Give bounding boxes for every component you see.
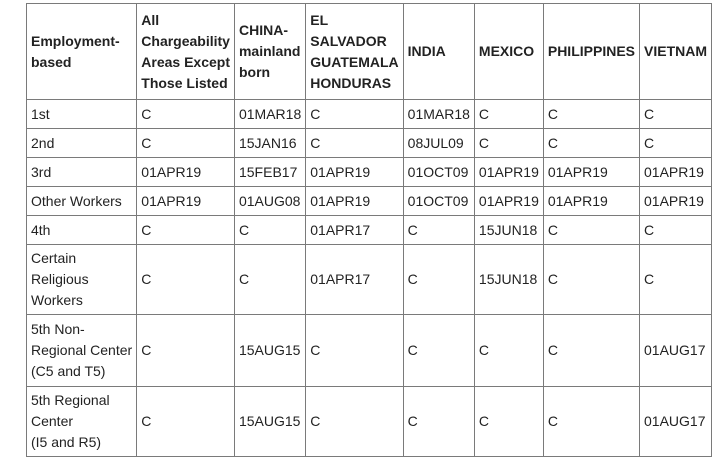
table-cell: 01APR19 (137, 158, 235, 187)
table-cell: C (306, 100, 403, 129)
table-cell: C (543, 216, 639, 245)
table-cell: C (137, 387, 235, 457)
header-vietnam: VIETNAM (640, 4, 712, 100)
table-cell: 01APR19 (306, 187, 403, 216)
row-label: 1st (27, 100, 137, 129)
table-cell: 01AUG17 (640, 387, 712, 457)
table-cell: C (137, 315, 235, 387)
header-el-salvador: EL SALVADOR GUATEMALA HONDURAS (306, 4, 403, 100)
table-cell: C (306, 315, 403, 387)
row-label: 4th (27, 216, 137, 245)
table-cell: 15AUG15 (234, 387, 305, 457)
table-cell: C (137, 216, 235, 245)
table-cell: C (543, 245, 639, 315)
table-cell: 01APR19 (306, 158, 403, 187)
table-cell: 01AUG08 (234, 187, 305, 216)
table-cell: 15JUN18 (474, 216, 543, 245)
table-cell: C (474, 315, 543, 387)
table-cell: C (306, 387, 403, 457)
table-row (27, 187, 712, 216)
table-cell: C (403, 315, 474, 387)
row-label: Other Workers (27, 187, 137, 216)
table-row (27, 315, 712, 387)
table-cell: 15JAN16 (234, 129, 305, 158)
table-cell: 01APR17 (306, 245, 403, 315)
table-row (27, 129, 712, 158)
table-cell: 01APR19 (474, 158, 543, 187)
table-cell: C (474, 387, 543, 457)
table-cell: 01OCT09 (403, 187, 474, 216)
row-label: 5th Non- Regional Center (C5 and T5) (27, 315, 137, 387)
table-cell: C (403, 216, 474, 245)
table-cell: 15FEB17 (234, 158, 305, 187)
table-cell: 01MAR18 (234, 100, 305, 129)
row-label: 3rd (27, 158, 137, 187)
table-cell: 01APR19 (137, 187, 235, 216)
header-all-chargeability: All Chargeability Areas Except Those Listed (137, 4, 235, 100)
row-label: 2nd (27, 129, 137, 158)
table-cell: C (403, 245, 474, 315)
table-cell: C (474, 100, 543, 129)
table-cell: 15JUN18 (474, 245, 543, 315)
table-cell: C (543, 129, 639, 158)
table-cell: C (137, 100, 235, 129)
table-cell: C (234, 245, 305, 315)
table-cell: 01APR19 (543, 187, 639, 216)
table-cell: C (543, 315, 639, 387)
table-cell: 01OCT09 (403, 158, 474, 187)
table-row (27, 387, 712, 457)
row-label: 5th Regional Center (I5 and R5) (27, 387, 137, 457)
table-cell: C (403, 387, 474, 457)
header-row (27, 4, 712, 100)
table-cell: C (640, 216, 712, 245)
table-cell: 01APR19 (640, 158, 712, 187)
table-row (27, 100, 712, 129)
table-cell: C (640, 245, 712, 315)
table-cell: 01APR19 (474, 187, 543, 216)
table-cell: C (234, 216, 305, 245)
employment-based-dates-table (26, 3, 712, 457)
table-cell: 08JUL09 (403, 129, 474, 158)
table-cell: C (640, 100, 712, 129)
table-row (27, 245, 712, 315)
table-cell: C (306, 129, 403, 158)
table-cell: 01APR17 (306, 216, 403, 245)
header-philippines: PHILIPPINES (543, 4, 639, 100)
table-cell: 01APR19 (543, 158, 639, 187)
table-cell: C (137, 245, 235, 315)
header-china: CHINA- mainland born (234, 4, 305, 100)
table-row (27, 158, 712, 187)
table-cell: 01APR19 (640, 187, 712, 216)
table-cell: C (474, 129, 543, 158)
table-cell: 15AUG15 (234, 315, 305, 387)
table-cell: 01MAR18 (403, 100, 474, 129)
header-employment-based: Employment- based (27, 4, 137, 100)
table-cell: C (640, 129, 712, 158)
header-india: INDIA (403, 4, 474, 100)
table-cell: C (543, 100, 639, 129)
header-mexico: MEXICO (474, 4, 543, 100)
table-cell: C (137, 129, 235, 158)
table-cell: 01AUG17 (640, 315, 712, 387)
row-label: Certain Religious Workers (27, 245, 137, 315)
table-cell: C (543, 387, 639, 457)
table-row (27, 216, 712, 245)
